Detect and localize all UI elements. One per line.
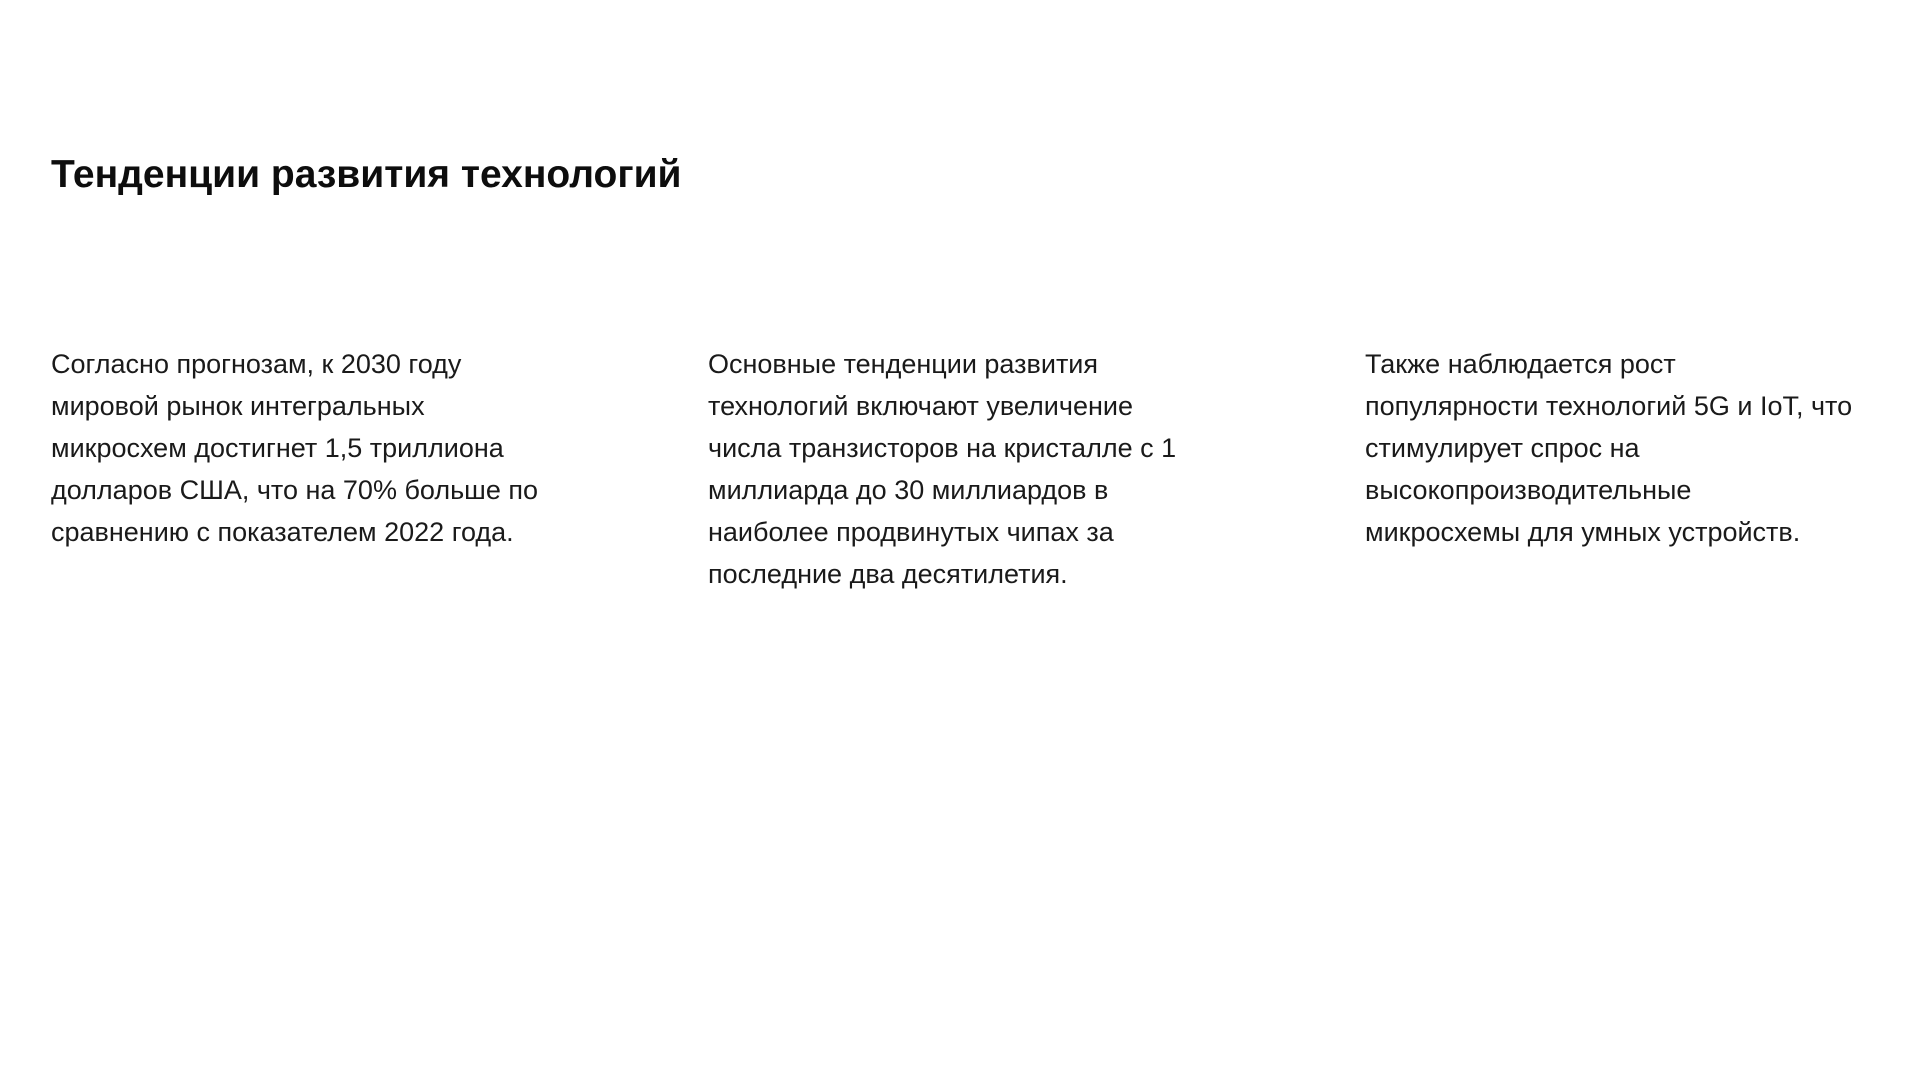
text-line: микросхемы для умных устройств.	[1365, 517, 1801, 547]
text-line: Основные тенденции развития	[708, 349, 1099, 379]
text-line: микросхем достигнет 1,5 триллиона	[51, 433, 504, 463]
text-line: Также наблюдается рост	[1365, 349, 1676, 379]
text-line: миллиарда до 30 миллиардов в	[708, 475, 1109, 505]
text-line: числа транзисторов на кристалле с 1	[708, 433, 1177, 463]
text-line: Согласно прогнозам, к 2030 году	[51, 349, 462, 379]
text-column-2	[708, 343, 1228, 595]
text-line: долларов США, что на 70% больше по	[51, 475, 538, 505]
text-line: сравнению с показателем 2022 года.	[51, 517, 514, 547]
text-line: последние два десятилетия.	[708, 559, 1068, 589]
text-line: популярности технологий 5G и IoT, что	[1365, 391, 1853, 421]
text-line: мировой рынок интегральных	[51, 391, 425, 421]
slide-title: Тенденции развития технологий	[51, 153, 682, 196]
text-line: стимулирует спрос на	[1365, 433, 1640, 463]
text-column-1	[51, 343, 571, 553]
text-line: технологий включают увеличение	[708, 391, 1133, 421]
text-column-3	[1365, 343, 1885, 553]
text-line: наиболее продвинутых чипах за	[708, 517, 1114, 547]
text-line: высокопроизводительные	[1365, 475, 1692, 505]
